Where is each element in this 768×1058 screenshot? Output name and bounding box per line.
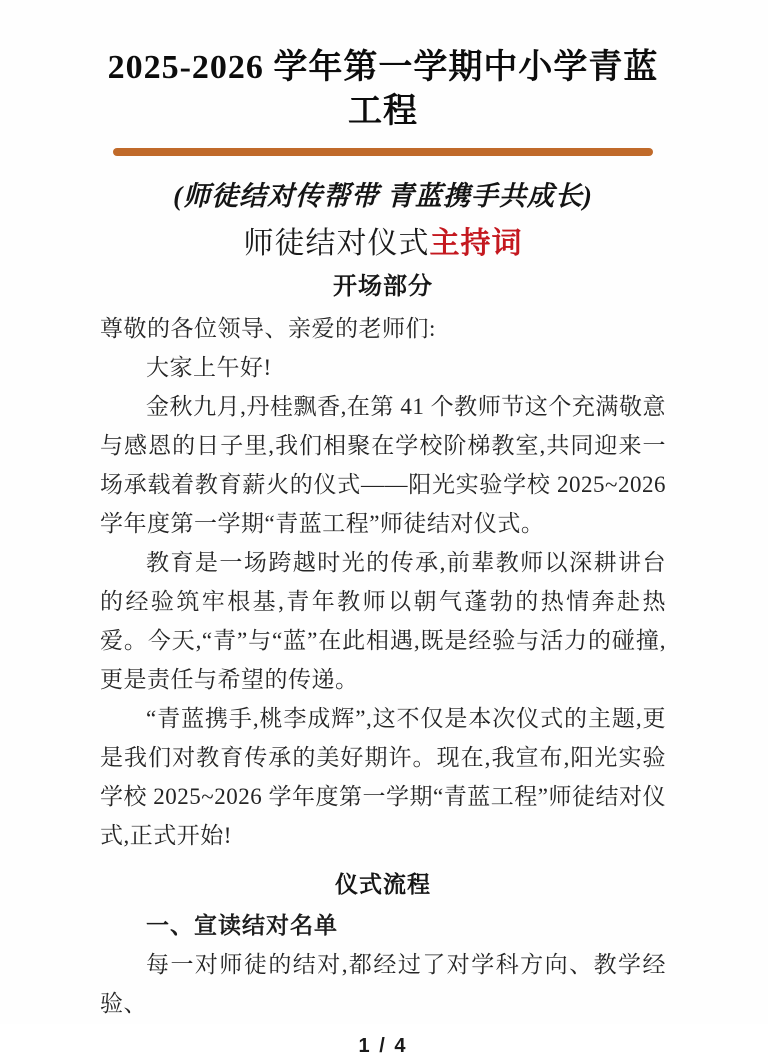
procedure-section-title: 仪式流程 xyxy=(335,871,431,897)
opening-section-title: 开场部分 xyxy=(333,273,433,300)
title-underline-rule xyxy=(113,148,653,156)
paragraph-intro: 金秋九月,丹桂飘香,在第 41 个教师节这个充满敬意与感恩的日子里,我们相聚在学校阶梯教室,共同迎来一场承载着教育薪火的仪式——阳光实验学校 2025~2026 学年度第一学期“青蓝工程”师徒结对仪式。 xyxy=(100,394,666,536)
opening-body xyxy=(100,309,666,855)
paragraph-inheritance: 教育是一场跨越时光的传承,前辈教师以深耕讲台的经验筑牢根基,青年教师以朝气蓬勃的热情奔赴热爱。今天,“青”与“蓝”在此相遇,既是经验与活力的碰撞,更是责任与希望的传递。 xyxy=(100,550,666,692)
salutation-line: 尊敬的各位领导、亲爱的老师们: xyxy=(100,316,436,341)
procedure-item-1-title: 一、宣读结对名单 xyxy=(146,912,338,938)
paragraph-announcement: “青蓝携手,桃李成辉”,这不仅是本次仪式的主题,更是我们对教育传承的美好期许。现在,我宣布,阳光实验学校 2025~2026 学年度第一学期“青蓝工程”师徒结对仪式,正式开始! xyxy=(100,706,666,848)
ceremony-heading-highlight: 主持词 xyxy=(429,227,523,260)
greeting-line: 大家上午好! xyxy=(146,355,272,380)
document-subtitle: (师徒结对传帮带 青蓝携手共成长) xyxy=(173,181,593,211)
procedure-item-1-body: 每一对师徒的结对,都经过了对学科方向、教学经验、 xyxy=(100,952,666,1016)
ceremony-heading xyxy=(100,224,666,264)
page-number: 1 / 4 xyxy=(358,1035,408,1057)
ceremony-heading-prefix: 师徒结对仪式 xyxy=(243,227,430,260)
document-title: 2025-2026 学年第一学期中小学青蓝工程 xyxy=(107,49,659,130)
